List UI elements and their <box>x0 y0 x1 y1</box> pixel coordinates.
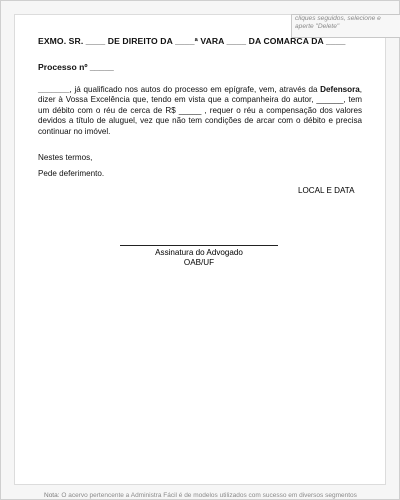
defensora-word: Defensora <box>320 85 360 94</box>
signature-block <box>120 245 278 268</box>
signature-name: Assinatura do Advogado <box>155 248 243 257</box>
paragraph-text-1: , já qualificado nos autos do processo em epígrafe, vem, através da <box>69 85 321 94</box>
party-blank: _______ <box>38 85 70 94</box>
tooltip-line-1: cliques seguidos, selecione e <box>295 15 381 22</box>
petition-paragraph <box>38 85 362 137</box>
court-header: EXMO. SR. ____ DE DIREITO DA ____ª VARA ____ DA COMARCA DA ____ <box>38 36 346 46</box>
paragraph-text-2: , dizer à Vossa Excelência que, tendo em vista que a companheira do autor, ______, tem um débito com o réu de cerca de R$ _____ , requer o réu a compensação dos valores devidos a título de aluguel, vez que não tem condições de arcar com o débito e precisa continuar no imóvel. <box>38 85 362 136</box>
document-body <box>38 36 362 180</box>
closing-request: Pede deferimento. <box>38 169 105 179</box>
closing-terms: Nestes termos, <box>38 153 93 163</box>
local-and-date: LOCAL E DATA <box>298 186 355 195</box>
footer-note <box>44 492 357 499</box>
instruction-tooltip <box>291 14 400 38</box>
signature-registration: OAB/UF <box>183 258 215 267</box>
tooltip-line-2: aperte "Delete" <box>295 22 340 30</box>
closing-block <box>38 153 362 180</box>
process-number: Processo nº _____ <box>38 62 114 72</box>
footer-text: O acervo pertencente a Administra Fácil é de modelos utilizados com sucesso em diversos segmentos <box>61 492 357 499</box>
footer-label: Nota: <box>44 492 60 499</box>
signature-line <box>120 245 278 246</box>
